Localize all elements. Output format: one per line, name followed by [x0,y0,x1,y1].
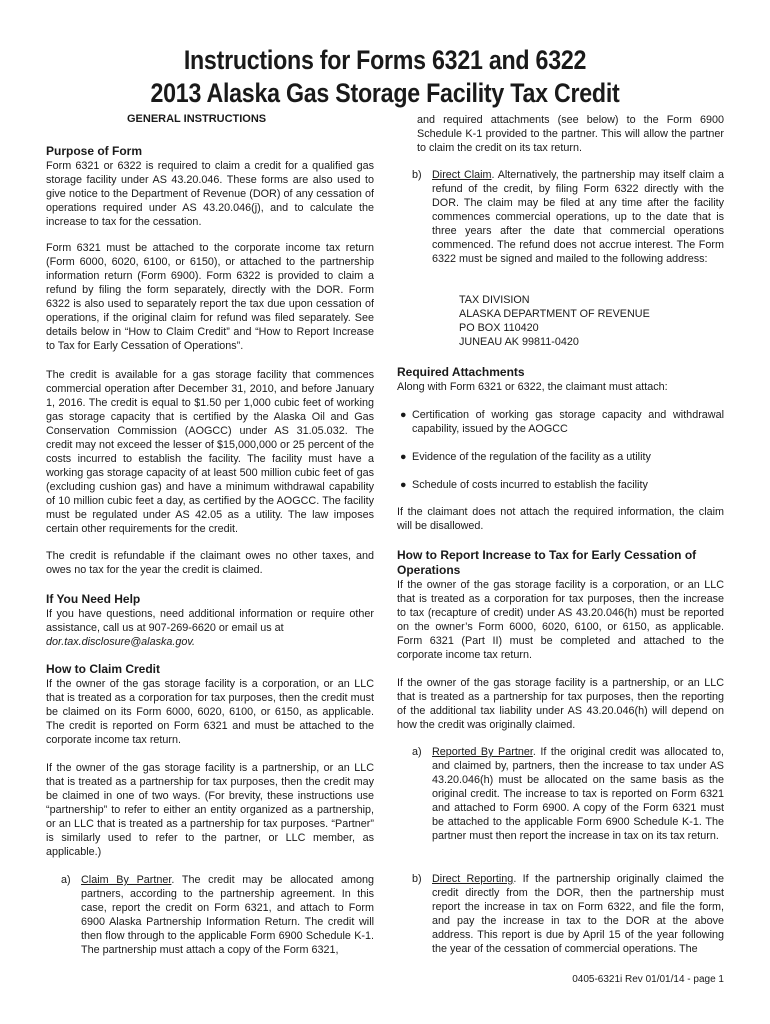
general-instructions-heading: GENERAL INSTRUCTIONS [127,113,267,125]
attachments-heading: Required Attachments [397,365,525,379]
claim-section [46,662,374,747]
claim-option-b-title: Direct Claim [432,169,492,181]
cessation-option-b [412,872,724,956]
cessation-section [397,548,724,662]
claim-option-a [61,873,374,957]
bullet-icon: ● [400,479,407,491]
claim-option-b-text: . Alternatively, the partnership may itself claim a refund of the credit, by filing Form 6322 directly with the DOR. The claim may be filed at any time after the facility commences commercial operations, up to the date that is three years after the date that commercial operations commenced. The refund does not accrue interest. The Form 6322 must be signed and mailed to the following address: [432,169,724,265]
claim-paragraph-1: If the owner of the gas storage facility is a corporation, or an LLC that is treated as a corporation for tax purposes, then the credit must be claimed on its Form 6000, 6020, 6100, or 6150, as applicable. The credit is reported on Form 6321 and must be attached to the corporate income tax return. [46,678,374,746]
claim-option-a-continued: and required attachments (see below) to the Form 6900 Schedule K-1 provided to the partner. This will allow the partner to claim the credit on its tax return. [417,114,724,154]
purpose-heading: Purpose of Form [46,144,143,158]
page-title-line1: Instructions for Forms 6321 and 6322 [183,45,587,75]
claim-option-a-title: Claim By Partner [81,874,172,886]
claim-paragraph-2: If the owner of the gas storage facility is a partnership, or an LLC that is treated as a partnership for tax purposes, then the credit may be claimed in one of two ways. (For brevity, these instructions use “partnership” to refer to either an entity organized as a partnership, or an LLC that is treated as a partnership for tax purposes. “Partner” is similarly used to refer to the partner, or LLC member, as applicable.) [46,762,374,858]
bullet-icon: ● [400,409,407,421]
address-line-2: ALASKA DEPARTMENT OF REVENUE [459,308,650,320]
address-line-3: PO BOX 110420 [459,322,539,334]
page-title-line2: 2013 Alaska Gas Storage Facility Tax Credit [150,78,620,108]
cessation-option-a-label: a) [412,746,422,758]
cessation-paragraph-2: If the owner of the gas storage facility is a partnership, or an LLC that is treated as a partnership for tax purposes, then the reporting of the additional tax liability under AS 43.20.046(h) will depend on how the credit was originally claimed. [397,677,724,731]
cessation-option-a [412,745,724,843]
claim-option-a-label: a) [61,874,71,886]
cessation-option-b-text: . If the partnership originally claimed the credit directly from the DOR, then the partnership must report the increase in tax on Form 6322, and file the form, and pay the increase in tax to the DOR at the above address. This report is due by April 15 of the year following the year of the cessation of commercial operations. The [432,873,725,955]
bullet-icon: ● [400,451,407,463]
help-text: If you have questions, need additional information or require other assistance, call us at 907-269-6620 or email us at [46,608,374,634]
cessation-option-b-title: Direct Reporting [432,873,514,885]
attachment-bullet-1: ● Certification of working gas storage capacity and withdrawal capability, issued by the AOGCC [400,409,724,435]
cessation-option-a-text: . If the original credit was allocated to, and claimed by, partners, then the increase to tax under AS 43.20.046(h) must be allocated on the same basis as the original credit. The increase to tax is reported on Form 6321 and attached to Form 6900. A copy of the Form 6321 must be attached to the applicable Form 6900 Schedule K-1. The partner must then report the increase in tax on its tax return. [432,746,724,842]
cessation-heading: How to Report Increase to Tax for Early Cessation of Operations [397,548,697,577]
attachment-bullet-3: ● Schedule of costs incurred to establish the facility [400,479,648,491]
help-heading: If You Need Help [46,592,141,606]
purpose-paragraph-2: Form 6321 must be attached to the corporate income tax return (Form 6000, 6020, 6100, or 6150), or attached to the partnership information return (Form 6900). Form 6322 is provided to claim a refund by filing the form separately, directly with the DOR. Form 6322 is also used to separately report the tax due upon cessation of operations, if the original claim for refund was filed separately. See details below in “How to Claim Credit” and “How to Report Increase to Tax for Early Cessation of Operations”. [46,242,374,352]
attachments-note: If the claimant does not attach the required information, the claim will be disallowed. [397,506,724,532]
claim-option-b-label: b) [412,169,422,181]
attachments-section [397,365,724,394]
purpose-section [46,144,374,229]
address-line-4: JUNEAU AK 99811-0420 [459,336,579,348]
claim-heading: How to Claim Credit [46,662,161,676]
cessation-paragraph-1: If the owner of the gas storage facility is a corporation, or an LLC that is treated as a corporation for tax purposes, then the increase to tax (recapture of credit) under AS 43.20.046(h) must be reported on the owner’s Form 6000, 6020, 6100, or 6150, as applicable. Form 6321 (Part II) must be completed and attached to the corporate income tax return. [397,579,724,661]
cessation-option-a-title: Reported By Partner [432,746,533,758]
attachments-intro: Along with Form 6321 or 6322, the claimant must attach: [397,381,668,393]
cessation-option-b-label: b) [412,873,422,885]
page-footer: 0405-6321i Rev 01/01/14 - page 1 [572,974,724,985]
purpose-paragraph-1: Form 6321 or 6322 is required to claim a credit for a qualified gas storage facility under AS 43.20.046. These forms are also used to give notice to the Department of Revenue (DOR) of any cessation of operations required under AS 43.20.046(j), and to calculate the increase to tax for the cessation. [46,160,374,228]
claim-option-b [412,168,724,266]
mailing-address [459,293,650,349]
help-section [46,592,374,649]
address-line-1: TAX DIVISION [459,294,530,306]
claim-option-a-text: . The credit may be allocated among partners, according to the partnership agreement. In this case, report the credit on Form 6321, and attach to Form 6900 Alaska Partnership Information Return. The credit will then flow through to the applicable Form 6900 Schedule K-1. The partnership must attach a copy of the Form 6321, [81,874,374,956]
purpose-paragraph-4: The credit is refundable if the claimant owes no other taxes, and owes no tax for the year the credit is claimed. [46,550,374,576]
attachment-bullet-2: ● Evidence of the regulation of the facility as a utility [400,451,651,463]
purpose-paragraph-3: The credit is available for a gas storage facility that commences commercial operation after December 31, 2010, and before January 1, 2016. The credit is equal to $1.50 per 1,000 cubic feet of working gas storage capacity that is certified by the Alaska Oil and Gas Conservation Commission (AOGCC) under AS 31.05.032. The credit may not exceed the lesser of $15,000,000 or 25 percent of the costs incurred to establish the facility. The facility must have a working gas storage capacity of at least 500 million cubic feet of gas (excluding cushion gas) and have a minimum withdrawal capability of 10 million cubic feet a day, as certified by the AOGCC. The facility must be regulated under AS 42.05 as a utility. The law imposes certain other requirements for the credit. [46,369,374,535]
help-email-link[interactable]: dor.tax.disclosure@alaska.gov. [46,636,195,648]
